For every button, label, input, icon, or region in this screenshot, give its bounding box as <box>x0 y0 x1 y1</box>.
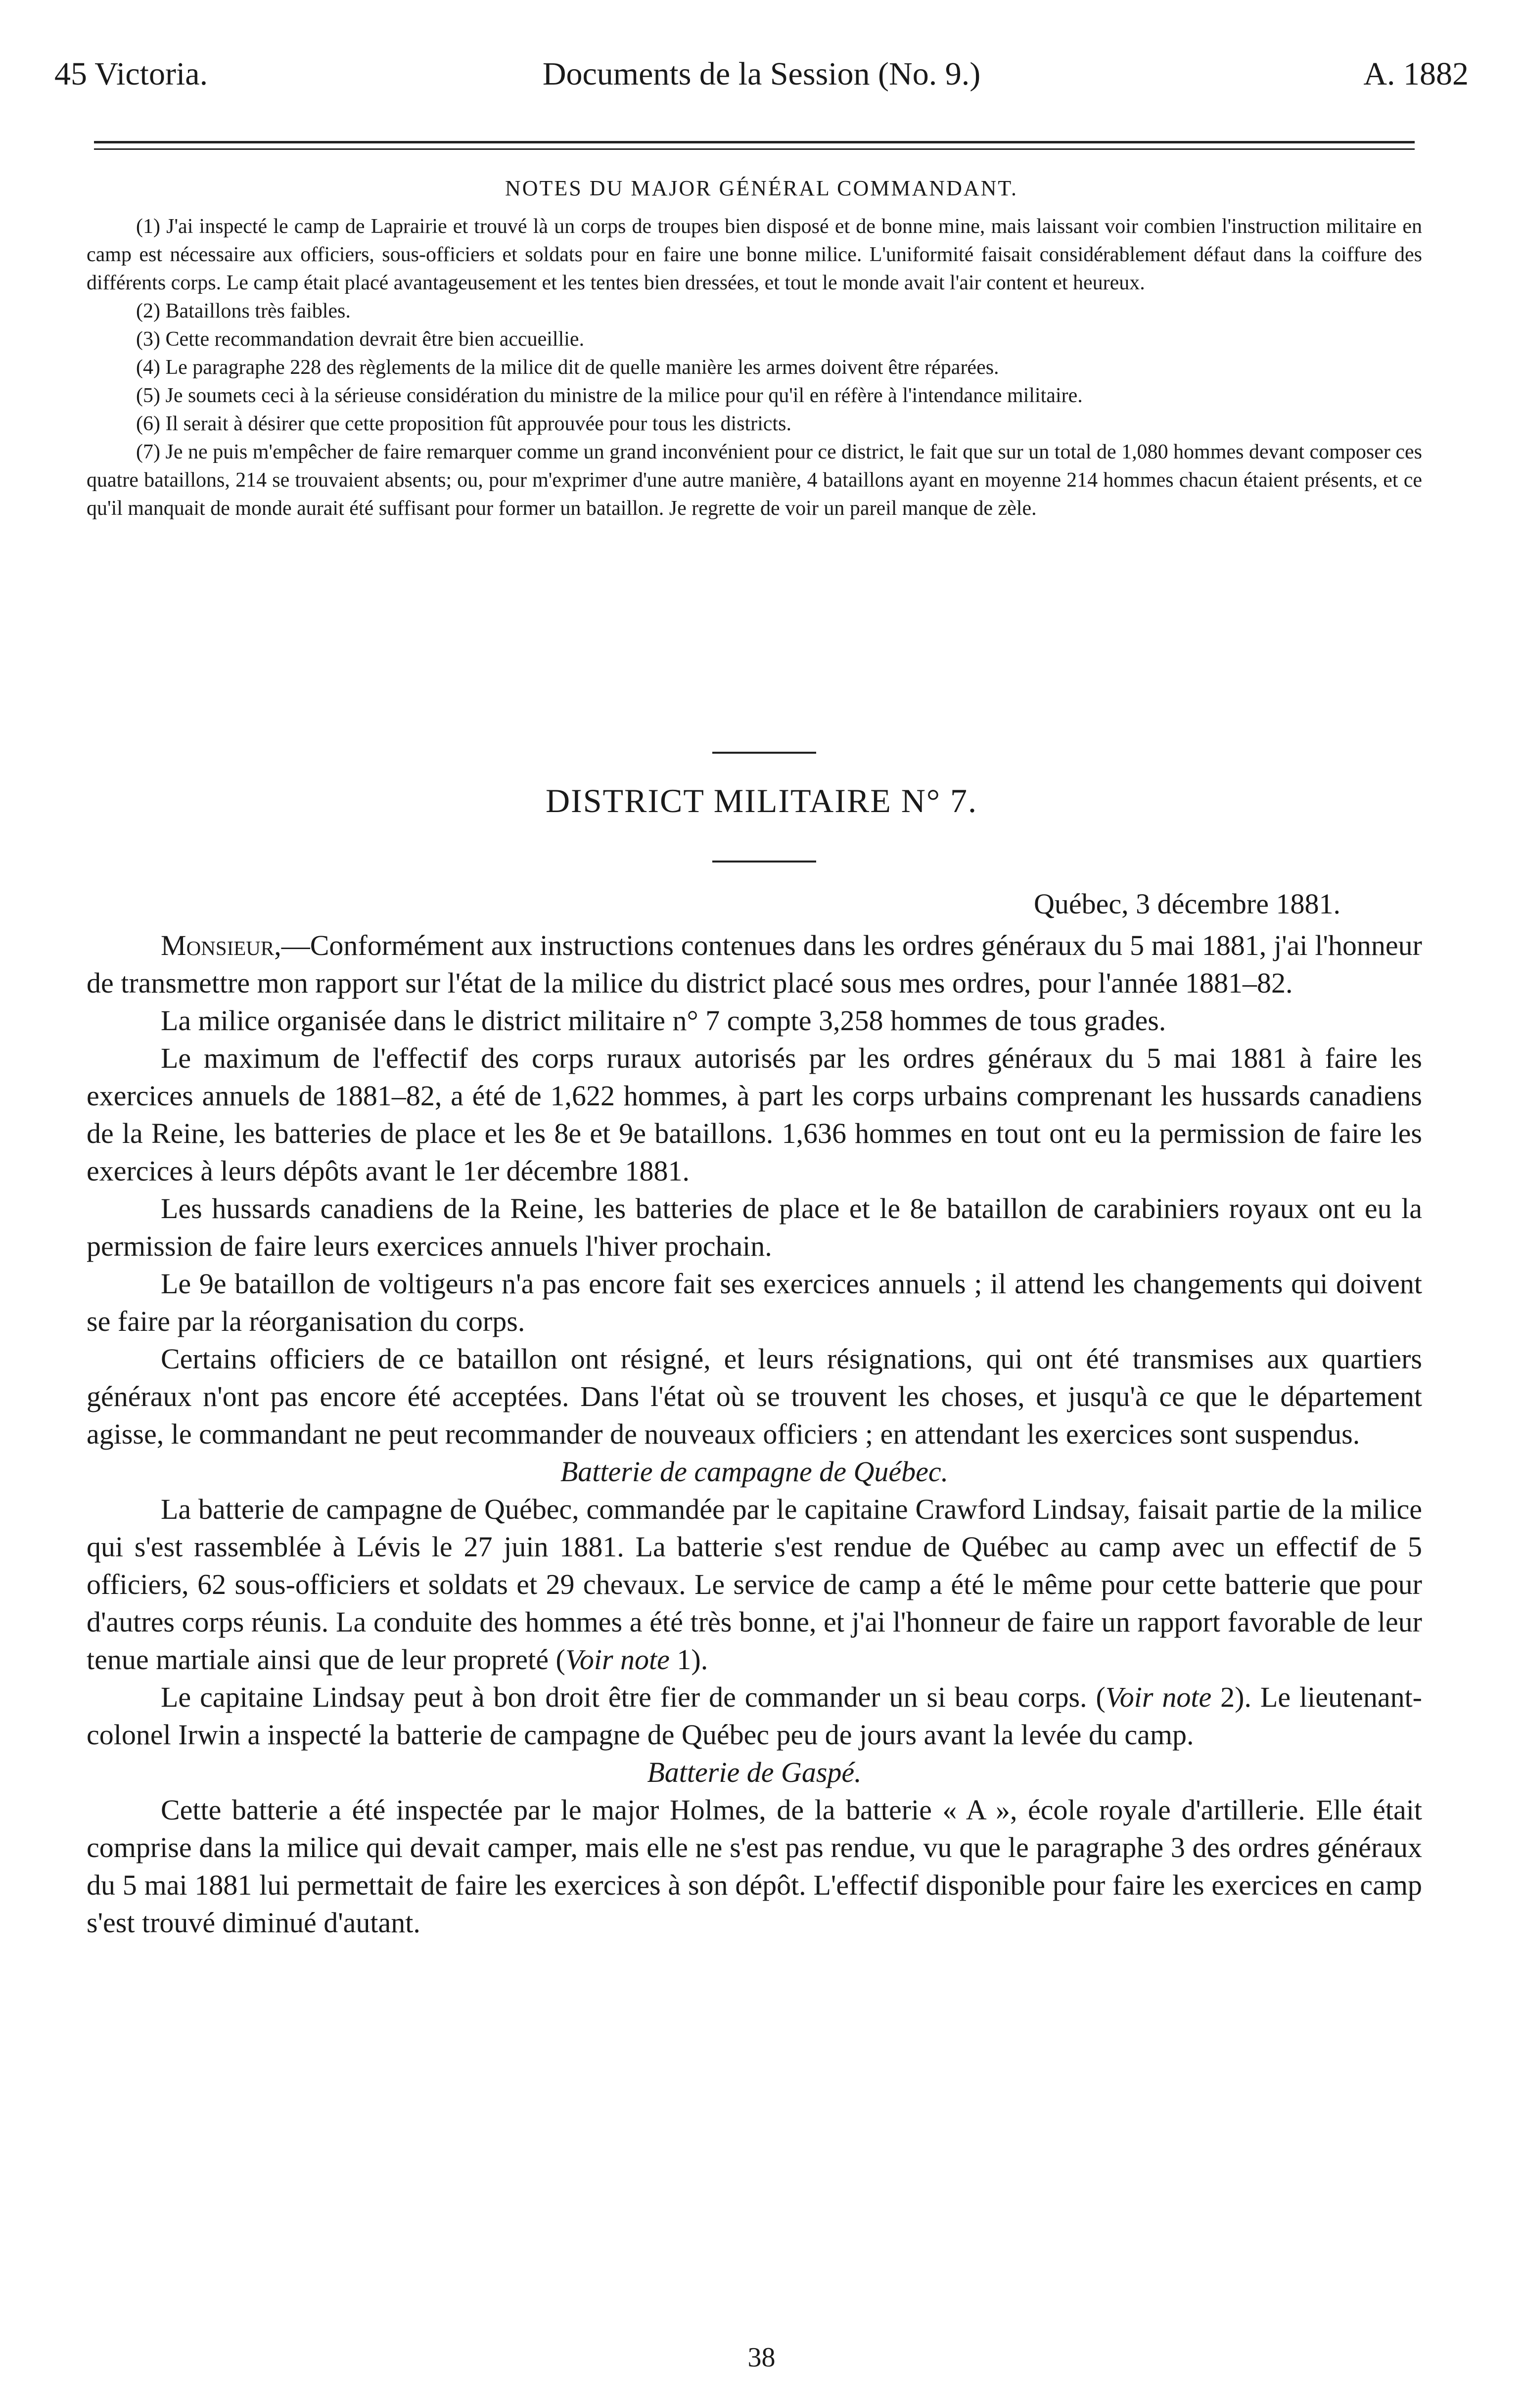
paragraph: Certains officiers de ce bataillon ont résigné, et leurs résignations, qui ont été transmises aux quartiers généraux n'ont pas encore été acceptées. Dans l'état où se trouvent les choses, et jusqu'à ce que le département agisse, le commandant ne peut recommander de nouveaux officiers ; en attendant les exercices sont suspendus. <box>87 1343 1422 1450</box>
note-number: 1). <box>669 1643 708 1676</box>
subheading: Batterie de campagne de Québec. <box>560 1455 949 1488</box>
paragraph: Les hussards canadiens de la Reine, les batteries de place et le 8e bataillon de carabiniers royaux ont eu la permission de faire leurs exercices annuels l'hiver prochain. <box>87 1192 1422 1262</box>
salutation: Monsieur, <box>161 929 281 961</box>
note-item: (6) Il serait à désirer que cette proposition fût approuvée pour tous les districts. <box>136 412 791 435</box>
district-title: DISTRICT MILITAIRE N° 7. <box>545 782 978 819</box>
paragraph-text: La batterie de campagne de Québec, commandée par le capitaine Crawford Lindsay, faisait partie de la milice qui s'est rassemblée à Lévis le 27 juin 1881. La batterie s'est rendue de Québec au camp avec un effectif de 5 officiers, 62 sous-officiers et soldats et 29 chevaux. Le service de camp a été le même pour cette batterie que pour d'autres corps réunis. La conduite des hommes a été très bonne, et j'ai l'honneur de faire un rapport favorable de leur tenue martiale ainsi que de leur propreté <box>87 1493 1422 1676</box>
paragraph-text: —Conformément aux instructions contenues dans les ordres généraux du 5 mai 1881, j'ai l'honneur de transmettre mon rapport sur l'état de la milice du district placé sous mes ordres, pour l'année 1881–82. <box>87 929 1422 999</box>
header-center: Documents de la Session (No. 9.) <box>542 56 981 92</box>
note-paren: ( <box>555 1643 565 1676</box>
note-number: 2). <box>1211 1681 1260 1713</box>
note-reference: Voir note <box>1105 1681 1212 1713</box>
note-item: (2) Bataillons très faibles. <box>136 300 351 322</box>
note-paren: ( <box>1096 1681 1106 1713</box>
note-item: (3) Cette recommandation devrait être bien accueillie. <box>136 328 585 351</box>
header-right: A. 1882 <box>1363 56 1469 92</box>
section-divider <box>712 752 816 754</box>
paragraph-text: Le capitaine Lindsay peut à bon droit être fier de commander un si beau corps. <box>161 1681 1087 1713</box>
notes-section <box>87 213 1422 523</box>
paragraph: La milice organisée dans le district militaire n° 7 compte 3,258 hommes de tous grades. <box>161 1004 1166 1037</box>
header-rule <box>94 141 1415 143</box>
paragraph: Le 9e bataillon de voltigeurs n'a pas encore fait ses exercices annuels ; il attend les changements qui doivent se faire par la réorganisation du corps. <box>87 1268 1422 1337</box>
paragraph: Le maximum de l'effectif des corps ruraux autorisés par les ordres généraux du 5 mai 1881 à faire les exercices annuels de 1881–82, a été de 1,622 hommes, à part les corps urbains comprenant les hussards canadiens de la Reine, les batteries de place et les 8e et 9e bataillons. 1,636 hommes en tout ont eu la permission de faire les exercices à leurs dépôts avant le 1er décembre 1881. <box>87 1042 1422 1187</box>
note-item: (7) Je ne puis m'empêcher de faire remarquer comme un grand inconvénient pour ce district, le fait que sur un total de 1,080 hommes devant composer ces quatre bataillons, 214 se trouvaient absents; ou, pour m'exprimer d'une autre manière, 4 bataillons ayant en moyenne 214 hommes chacun étaient présents, et ce qu'il manquait de monde aurait été suffisant pour former un bataillon. Je regrette de voir un pareil manque de zèle. <box>87 441 1422 520</box>
section-divider <box>712 861 816 863</box>
note-item: (1) J'ai inspecté le camp de Laprairie et trouvé là un corps de troupes bien disposé et de bonne mine, mais laissant voir combien l'instruction militaire en camp est nécessaire aux officiers, sous-officiers et soldats pour en faire une bonne milice. L'uniformité faisait considérablement défaut dans la coiffure des différents corps. Le camp était placé avantageusement et les tentes bien dressées, et tout le monde avait l'air content et heureux. <box>87 215 1422 294</box>
paragraph <box>87 1679 1422 1754</box>
note-item: (5) Je soumets ceci à la sérieuse considération du ministre de la milice pour qu'il en réfère à l'intendance militaire. <box>136 384 1083 407</box>
note-item: (4) Le paragraphe 228 des règlements de la milice dit de quelle manière les armes doivent être réparées. <box>136 356 999 379</box>
note-reference: Voir note <box>565 1643 670 1676</box>
letter-body <box>87 885 1422 1942</box>
paragraph-text: Le lieutenant-colonel Irwin a inspecté la batterie de campagne de Québec peu de jours avant la levée du camp. <box>87 1681 1422 1751</box>
paragraph <box>87 927 1422 1002</box>
header-left: 45 Victoria. <box>54 56 208 92</box>
letter-date: Québec, 3 décembre 1881. <box>1033 888 1340 920</box>
paragraph <box>87 1491 1422 1679</box>
notes-title: NOTES DU MAJOR GÉNÉRAL COMMANDANT. <box>505 176 1018 200</box>
running-header <box>54 52 1469 96</box>
header-rule-thin <box>94 148 1415 150</box>
paragraph: Cette batterie a été inspectée par le major Holmes, de la batterie « A », école royale d'artillerie. Elle était comprise dans la milice qui devait camper, mais elle ne s'est pas rendue, vu que le paragraphe 3 des ordres généraux du 5 mai 1881 lui permettait de faire les exercices à son dépôt. L'effectif disponible pour faire les exercices en camp s'est trouvé diminué d'autant. <box>87 1794 1422 1939</box>
page-number: 38 <box>747 2342 776 2373</box>
subheading: Batterie de Gaspé. <box>647 1756 862 1788</box>
